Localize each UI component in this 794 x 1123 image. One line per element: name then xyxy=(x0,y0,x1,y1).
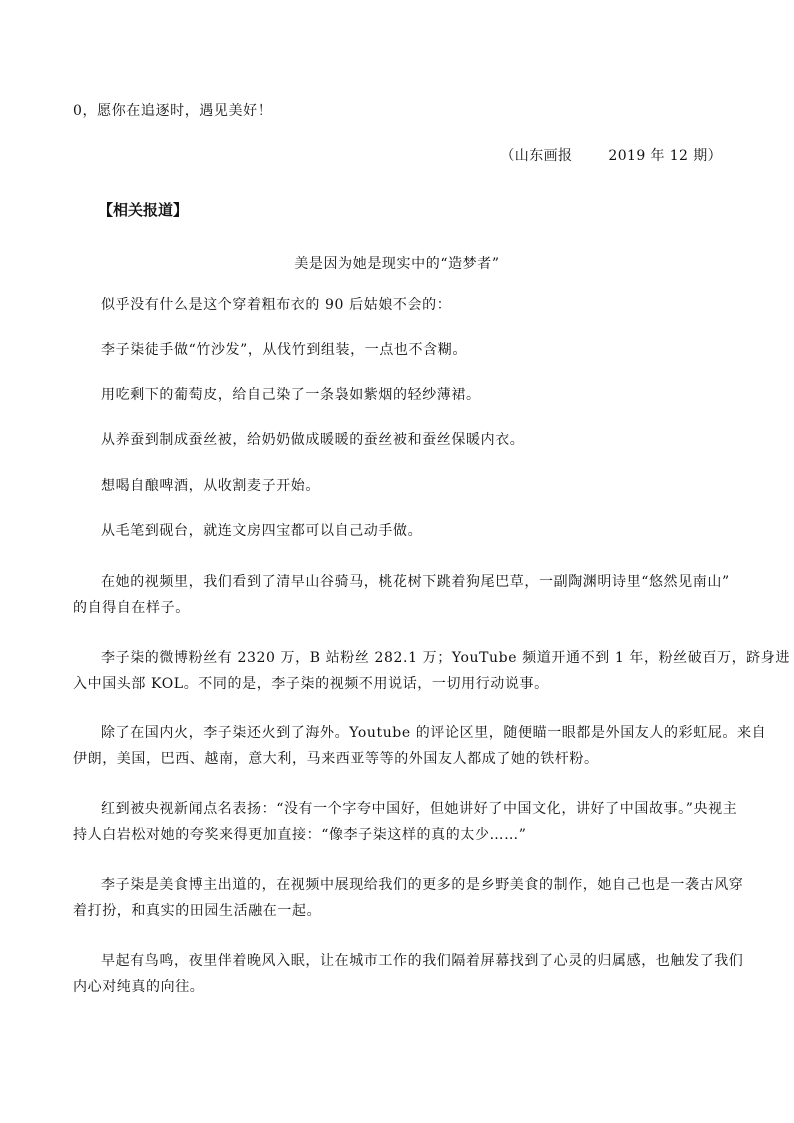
paragraph xyxy=(73,645,790,697)
paragraph xyxy=(73,473,723,499)
paragraph xyxy=(73,948,744,1000)
article-title: 美是因为她是现实中的“造梦者” xyxy=(294,256,500,272)
paragraph xyxy=(73,292,723,318)
section-heading: 【相关报道】 xyxy=(98,201,189,219)
paragraph-line: 用吃剩下的葡萄皮，给自己染了一条袅如紫烟的轻纱薄裙。 xyxy=(101,387,481,403)
source-publication: （山东画报 xyxy=(500,148,573,164)
paragraph-line: 李子柒的微博粉丝有 2320 万，B 站粉丝 282.1 万；YouTube 频道开通不到 1 年，粉丝破百万，跻身进 xyxy=(101,650,790,666)
paragraph-line: 从养蚕到制成蚕丝被，给奶奶做成暖暖的蚕丝被和蚕丝保暖内衣。 xyxy=(101,432,525,448)
paragraph-line: 从毛笔到砚台，就连文房四宝都可以自己动手做。 xyxy=(101,523,423,539)
paragraph-line: 着打扮，和真实的田园生活融在一起。 xyxy=(73,903,322,919)
paragraph xyxy=(73,518,723,544)
paragraph-line: 入中国头部 KOL。不同的是，李子柒的视频不用说话，一切用行动说事。 xyxy=(73,676,549,692)
paragraph-line: 李子柒徒手做“竹沙发”，从伐竹到组装，一点也不含糊。 xyxy=(101,342,467,358)
paragraph-line: 红到被央视新闻点名表扬：“没有一个字夸中国好，但她讲好了中国文化，讲好了中国故事。”央视主 xyxy=(101,801,738,817)
paragraph-line: 早起有鸟鸣，夜里伴着晚风入眠，让在城市工作的我们隔着屏幕找到了心灵的归属感，也触发了我们 xyxy=(101,953,744,969)
paragraph-line: 的自得自在样子。 xyxy=(73,600,190,616)
paragraph-line: 想喝自酿啤酒，从收割麦子开始。 xyxy=(101,478,320,494)
paragraph-line: 在她的视频里，我们看到了清早山谷骑马，桃花树下跳着狗尾巴草，一副陶渊明诗里“悠然见南山” xyxy=(101,574,730,590)
source-citation xyxy=(500,147,722,165)
paragraph-line: 持人白岩松对她的夸奖来得更加直接：“像李子柒这样的真的太少……” xyxy=(73,827,527,843)
paragraph-line: 内心对纯真的向往。 xyxy=(73,979,205,995)
paragraph xyxy=(73,427,723,453)
paragraph xyxy=(73,796,738,848)
paragraph-line: 除了在国内火，李子柒还火到了海外。Youtube 的评论区里，随便瞄一眼都是外国友人的彩虹屁。来自 xyxy=(101,725,767,741)
paragraph-line: 李子柒是美食博主出道的，在视频中展现给我们的更多的是乡野美食的制作，她自己也是一袭古风穿 xyxy=(101,877,744,893)
paragraph-line: 伊朗，美国，巴西、越南，意大利，马来西亚等等的外国友人都成了她的铁杆粉。 xyxy=(73,751,599,767)
source-issue: 2019 年 12 期） xyxy=(608,148,722,164)
paragraph xyxy=(73,382,723,408)
paragraph xyxy=(73,569,730,621)
opening-line: 0，愿你在追逐时，遇见美好！ xyxy=(73,103,273,119)
paragraph xyxy=(73,872,744,924)
paragraph-line: 似乎没有什么是这个穿着粗布衣的 90 后姑娘不会的： xyxy=(101,297,452,313)
paragraph xyxy=(73,337,723,363)
paragraph xyxy=(73,720,767,772)
